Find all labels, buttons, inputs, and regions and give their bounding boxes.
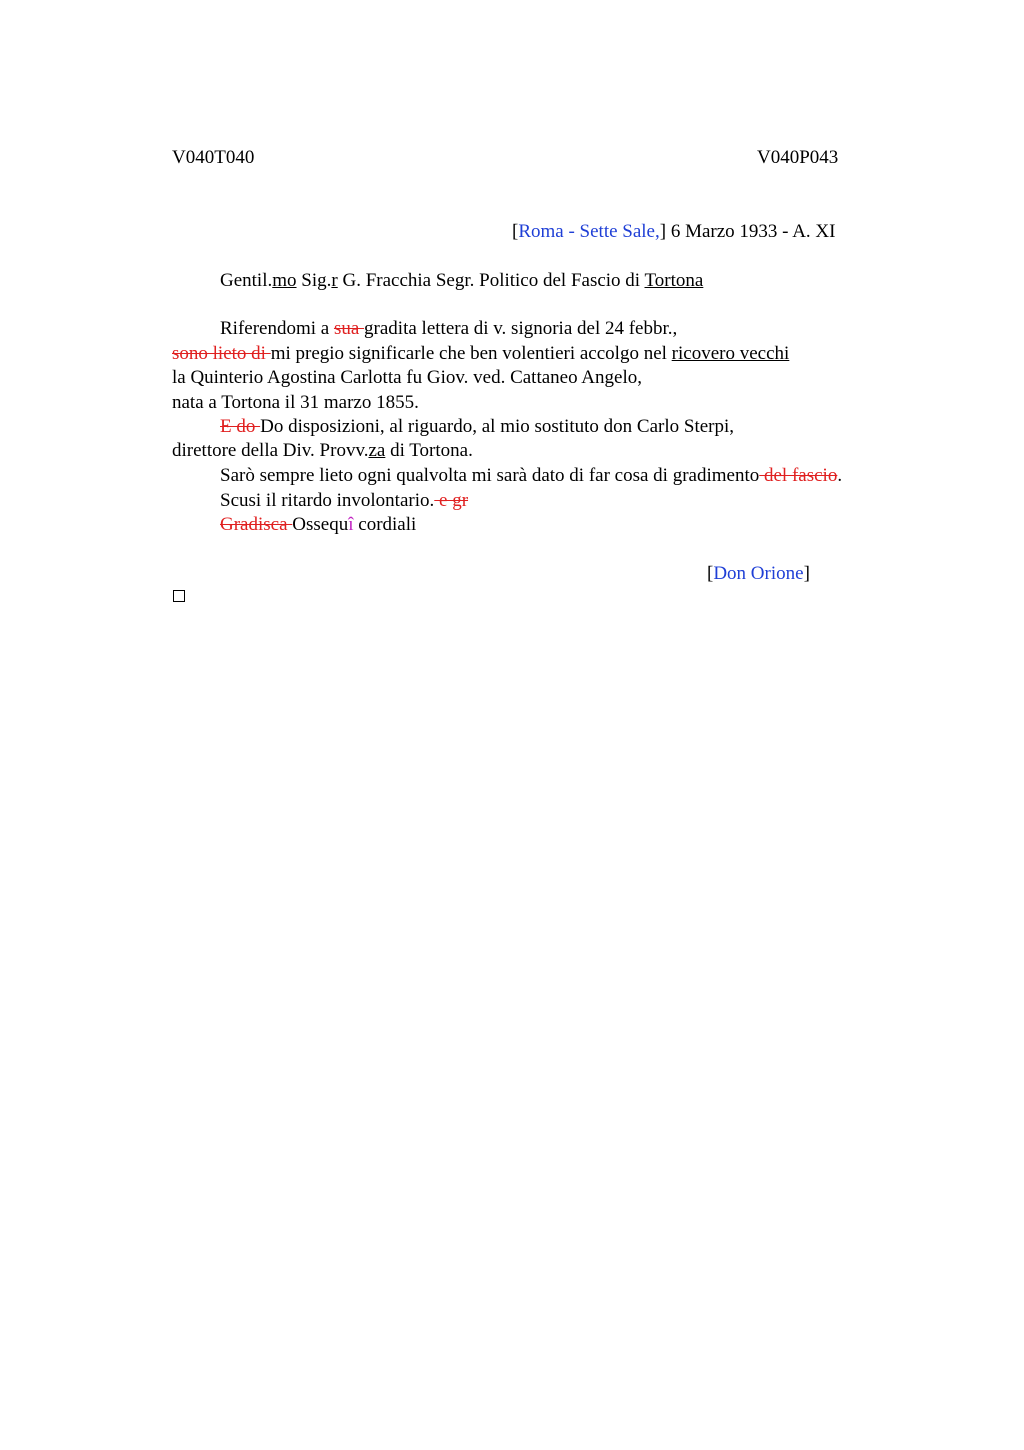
body-text: Ossequ xyxy=(292,514,349,535)
body-line-2 xyxy=(172,343,789,365)
signature-bracket-close: ] xyxy=(803,563,810,584)
document-code-left: V040T040 xyxy=(172,147,255,168)
body-line-8 xyxy=(220,490,468,512)
signature-name: Don Orione xyxy=(713,563,804,584)
document-code-right: V040P043 xyxy=(757,147,839,168)
salutation-text: Gentil. xyxy=(220,270,273,291)
body-text: gradita lettera di v. signoria del 24 febbr., xyxy=(364,318,678,339)
body-text: direttore della Div. Provv. xyxy=(172,440,369,461)
salutation xyxy=(220,270,703,292)
body-text: . xyxy=(837,465,843,486)
body-text: mi pregio significarle che ben volentieri accolgo nel xyxy=(270,343,672,364)
dateline-bracket-close: ] xyxy=(659,221,667,242)
body-text: Riferendomi a xyxy=(220,318,334,339)
body-line-1 xyxy=(220,318,677,340)
body-line-3: la Quinterio Agostina Carlotta fu Giov. ved. Cattaneo Angelo, xyxy=(172,367,642,388)
deleted-text: E do xyxy=(220,416,261,437)
underlined-text: ricovero vecchi xyxy=(671,343,790,364)
deleted-text: e gr xyxy=(434,490,469,511)
body-line-4: nata a Tortona il 31 marzo 1855. xyxy=(172,392,419,413)
salutation-underlined: Tortona xyxy=(644,270,704,291)
deleted-text: sua xyxy=(333,318,365,339)
salutation-underlined: r xyxy=(331,270,338,291)
signature xyxy=(707,563,810,585)
deleted-text: Gradisca xyxy=(220,514,293,535)
dateline-date: 6 Marzo 1933 - A. XI xyxy=(666,221,836,242)
body-line-6 xyxy=(172,440,473,462)
body-line-5 xyxy=(220,416,734,438)
body-text: Do disposizioni, al riguardo, al mio sostituto don Carlo Sterpi, xyxy=(260,416,735,437)
end-square-icon xyxy=(173,590,185,602)
salutation-text: Sig. xyxy=(296,270,332,291)
dateline xyxy=(512,221,835,243)
body-text: Sarò sempre lieto ogni qualvolta mi sarà dato di far cosa di gradimento xyxy=(220,465,760,486)
salutation-underlined: mo xyxy=(272,270,297,291)
body-text: cordiali xyxy=(353,514,417,535)
dateline-bracket-open: [ xyxy=(512,221,519,242)
salutation-text: G. Fracchia Segr. Politico del Fascio di xyxy=(337,270,645,291)
corrected-letter: î xyxy=(348,514,354,535)
body-line-9 xyxy=(220,514,416,536)
deleted-text: del fascio xyxy=(759,465,838,486)
signature-bracket-open: [ xyxy=(707,563,714,584)
body-text: di Tortona. xyxy=(385,440,473,461)
body-line-7 xyxy=(220,465,842,487)
body-text: Scusi il ritardo involontario. xyxy=(220,490,435,511)
deleted-text: sono lieto di xyxy=(172,343,271,364)
underlined-text: za xyxy=(368,440,386,461)
dateline-place: Roma - Sette Sale, xyxy=(518,221,660,242)
